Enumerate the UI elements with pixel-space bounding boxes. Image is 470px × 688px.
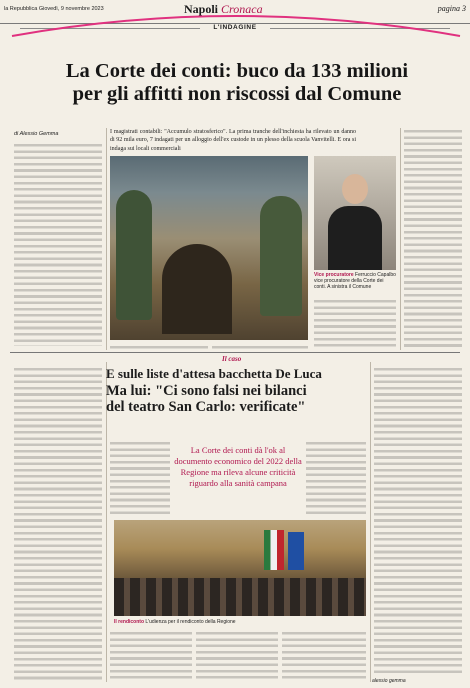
column-divider — [106, 128, 107, 350]
room-caption — [114, 619, 366, 625]
case-column-4 — [110, 630, 192, 682]
article-column-3 — [212, 344, 308, 350]
room-caption-label: Il rendiconto — [114, 619, 144, 625]
headline-line-2: per gli affitti non riscossi dal Comune — [72, 83, 402, 105]
case-column-1 — [14, 366, 102, 682]
portrait-caption — [314, 272, 396, 291]
section-divider — [10, 352, 460, 353]
headline-line-1: La Corte dei conti: buco da 133 milioni — [65, 60, 409, 82]
kicker: L'INDAGINE — [0, 24, 470, 31]
article-column-5 — [404, 128, 462, 348]
section-title: Napoli Cronaca — [184, 2, 263, 16]
room-caption-text: L'udienza per il rendiconto della Regione — [145, 619, 236, 625]
eu-flag — [288, 532, 304, 570]
case-headline-line-1: E sulle liste d'attesa bacchetta De Luca — [106, 366, 322, 381]
tree-shape — [260, 196, 302, 316]
case-column-5 — [196, 630, 278, 682]
case-column-7 — [374, 366, 462, 674]
article-column-2 — [110, 344, 208, 350]
byline: di Alessio Gemma — [14, 131, 59, 137]
author-signature: alessio gemma — [372, 678, 406, 684]
case-summary: La Corte dei conti dà l'ok al documento economico del 2022 della Regione ma rileva alcune criticità riguardo alla sanità campana — [174, 445, 302, 488]
tree-shape — [116, 190, 152, 320]
rendiconto-hearing-photo — [114, 520, 366, 616]
case-headline — [106, 366, 362, 416]
case-headline-line-2: Ma lui: "Ci sono falsi nei bilanci — [106, 382, 307, 399]
vice-procuratore-photo — [314, 156, 396, 270]
case-column-2 — [110, 440, 170, 516]
section-subtitle: Cronaca — [221, 2, 263, 16]
page-number: pagina 3 — [437, 4, 466, 13]
pink-arc-annotation — [8, 6, 464, 54]
main-headline — [14, 60, 460, 106]
building-arch — [162, 244, 232, 334]
portrait-caption-label: Vice procuratore — [314, 272, 354, 278]
lede: I magistrati contabili: "Accumulo stratosferico". La prima tranche dell'inchiesta ha rilevato un danno di 92 mila euro, 7 indagati per un alloggio dell'ex custode in un plesso della scuola Vanvitelli. E ora si indaga sui locali commerciali — [110, 129, 356, 152]
column-divider — [400, 128, 401, 350]
comune-building-photo — [110, 156, 308, 340]
italian-flag — [264, 530, 284, 570]
article-column-4 — [314, 298, 396, 348]
portrait-body — [328, 206, 382, 270]
case-column-6 — [282, 630, 366, 682]
article-column-1 — [14, 142, 102, 346]
portrait-caption-text: Ferruccio Capalbo vice procuratore della Corte dei conti. A sinistra il Comune — [314, 272, 396, 291]
section-tag: Il caso — [222, 355, 242, 363]
column-divider — [370, 362, 371, 682]
paper-name: la Repubblica Giovedì, 9 novembre 2023 — [4, 6, 104, 12]
portrait-head — [342, 174, 368, 204]
case-column-3 — [306, 440, 366, 516]
audience-shape — [114, 578, 366, 616]
case-headline-line-3: del teatro San Carlo: verificate" — [106, 399, 306, 415]
